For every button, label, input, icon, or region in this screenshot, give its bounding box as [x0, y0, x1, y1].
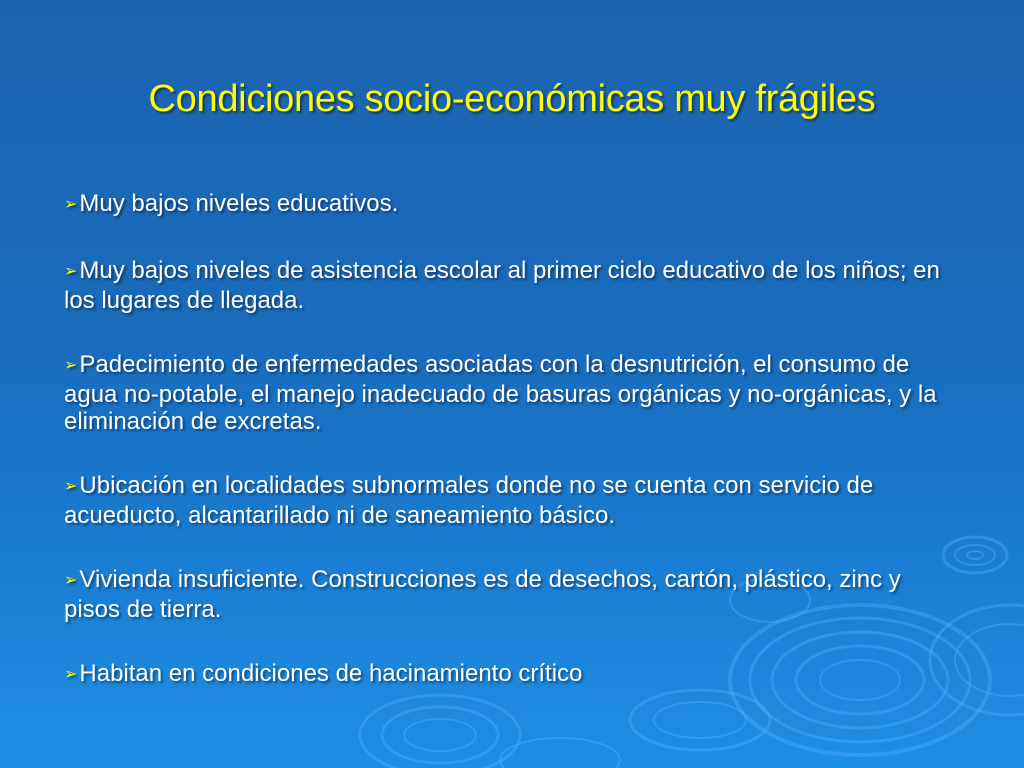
bullet-text: Vivienda insuficiente. Construcciones es de desechos, cartón, plástico, zinc y pisos de tierra. — [64, 566, 901, 623]
slide-title: Condiciones socio-económicas muy frágiles — [148, 78, 876, 120]
bullet-text: Muy bajos niveles de asistencia escolar al primer ciclo educativo de los niños; en los lugares de llegada. — [64, 257, 940, 314]
arrow-bullet-icon: ➢ — [64, 196, 78, 213]
bullet-item — [64, 257, 954, 314]
bullet-item — [64, 351, 954, 435]
bullet-item — [64, 660, 954, 690]
bullet-text: Ubicación en localidades subnormales donde no se cuenta con servicio de acueducto, alcantarillado ni de saneamiento básico. — [64, 472, 874, 529]
bullet-text: Muy bajos niveles educativos. — [79, 190, 399, 217]
bullet-text: Padecimiento de enfermedades asociadas con la desnutrición, el consumo de agua no-potable, el manejo inadecuado de basuras orgánicas y no-orgánicas, y la eliminación de excretas. — [64, 351, 937, 435]
arrow-bullet-icon: ➢ — [64, 666, 78, 683]
bullet-item — [64, 472, 954, 529]
bullet-item — [64, 566, 954, 623]
arrow-bullet-icon: ➢ — [64, 263, 78, 280]
arrow-bullet-icon: ➢ — [64, 572, 78, 589]
arrow-bullet-icon: ➢ — [64, 478, 78, 495]
bullet-text: Habitan en condiciones de hacinamiento crítico — [79, 660, 583, 687]
bullet-item — [64, 190, 954, 220]
bullet-list — [64, 190, 954, 690]
arrow-bullet-icon: ➢ — [64, 357, 78, 374]
